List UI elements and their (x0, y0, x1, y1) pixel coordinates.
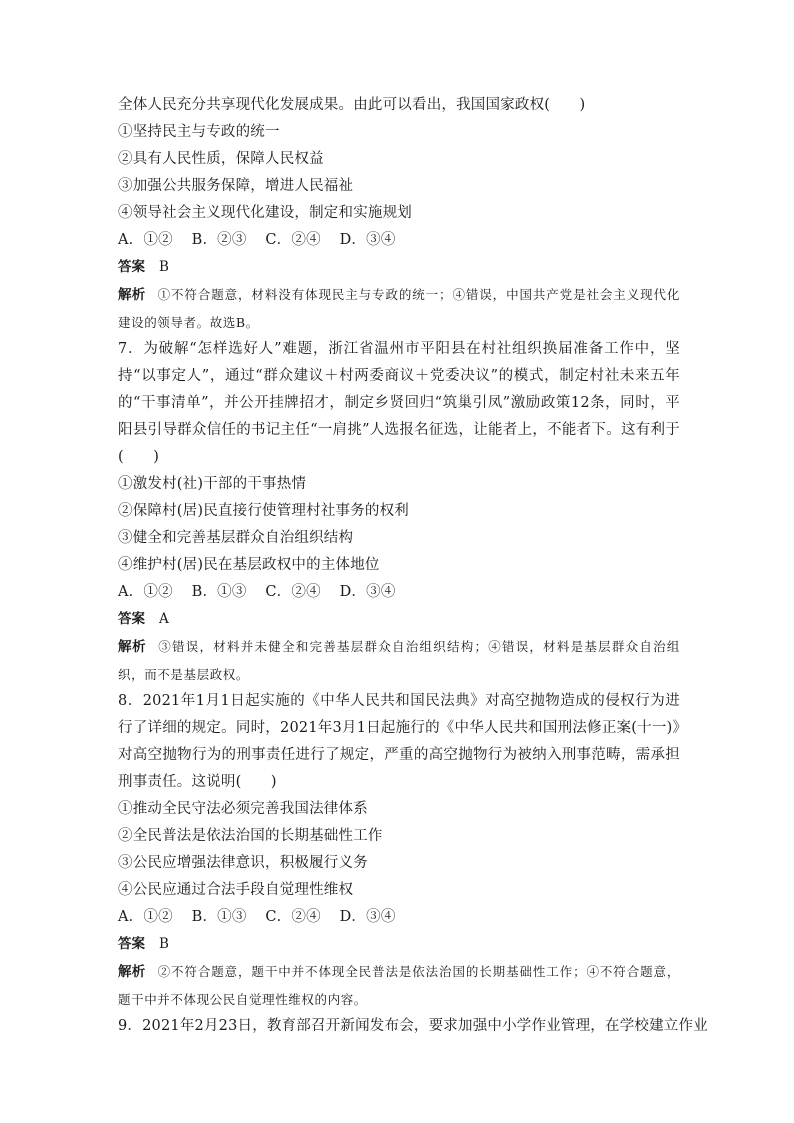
q7-answer (118, 606, 680, 633)
q7-option-3: ③健全和完善基层群众自治组织结构 (118, 530, 354, 546)
q8-analysis-text: ②不符合题意，题干中并不体现全民普法是依法治国的长期基础性工作；④不符合题意，题干中并不体现公民自觉理性维权的内容。 (118, 964, 680, 1007)
q7-choice-c: C．②④ (265, 584, 321, 600)
q8-option-4: ④公民应通过合法手段自觉理性维权 (118, 882, 354, 898)
q6-analysis-text: ①不符合题意，材料没有体现民主与专政的统一；④错误，中国共产党是社会主义现代化建设的领导者。故选B。 (118, 287, 680, 330)
q7-choices (118, 579, 680, 606)
q7-analysis (118, 633, 680, 688)
answer-label: 答案 (118, 936, 145, 952)
q8-answer-value: B (159, 936, 169, 952)
q6-choices (118, 227, 680, 254)
q8-choice-c: C．②④ (265, 909, 321, 925)
q8-answer (118, 931, 680, 958)
q6-answer-value: B (159, 259, 169, 275)
answer-label: 答案 (118, 259, 145, 275)
q8-analysis (118, 958, 680, 1013)
q7-choice-a: A．①② (118, 584, 173, 600)
answer-label: 答案 (118, 611, 145, 627)
q9-stem-head: 9．2021年2月23日，教育部召开新闻发布会，要求加强中小学作业管理，在学校建立作业 (118, 1018, 708, 1034)
analysis-label: 解析 (118, 964, 146, 980)
q6-choice-a: A．①② (118, 232, 173, 248)
q6-option-4: ④领导社会主义现代化建设，制定和实施规划 (118, 205, 412, 221)
q8-choice-b: B．①③ (191, 909, 247, 925)
q7-option-4: ④维护村(居)民在基层政权中的主体地位 (118, 557, 380, 573)
q7-option-2: ②保障村(居)民直接行使管理村社事务的权利 (118, 503, 410, 519)
q6-option-2: ②具有人民性质，保障人民权益 (118, 151, 324, 167)
q7-stem: 7．为破解“怎样选好人”难题，浙江省温州市平阳县在村社组织换届准备工作中，坚持“以事定人”，通过“群众建议＋村两委商议＋党委决议”的模式，制定村社未来五年的“干事清单”，并公开挂牌招才，制定乡贤回归“筑巢引凤”激励政策12条，同时，平阳县引导群众信任的书记主任“一肩挑”人选报名征选，让能者上，不能者下。这有利于( ) (118, 341, 680, 465)
q7-analysis-text: ③错误，材料并未健全和完善基层群众自治组织结构；④错误，材料是基层群众自治组织，而不是基层政权。 (118, 639, 680, 682)
q7-option-1: ①激发村(社)干部的干事热情 (118, 476, 307, 492)
q6-choice-d: D．③④ (339, 232, 396, 248)
q8-choices (118, 904, 680, 931)
q7-answer-value: A (159, 611, 169, 627)
document-page (118, 92, 708, 1040)
q8-option-1: ①推动全民守法必须完善我国法律体系 (118, 801, 368, 817)
q8-choice-d: D．③④ (339, 909, 396, 925)
q6-option-1: ①坚持民主与专政的统一 (118, 124, 280, 140)
q6-stem-tail: 全体人民充分共享现代化发展成果。由此可以看出，我国国家政权( ) (118, 97, 586, 113)
q6-analysis (118, 281, 680, 336)
q8-option-2: ②全民普法是依法治国的长期基础性工作 (118, 828, 383, 844)
q8-stem: 8．2021年1月1日起实施的《中华人民共和国民法典》对高空抛物造成的侵权行为进行了详细的规定。同时，2021年3月1日起施行的《中华人民共和国刑法修正案(十一)》对高空抛物行为的刑事责任进行了规定，严重的高空抛物行为被纳入刑事范畴，需承担刑事责任。这说明( ) (118, 693, 680, 790)
q6-option-3: ③加强公共服务保障，增进人民福祉 (118, 178, 354, 194)
q7-choice-d: D．③④ (339, 584, 396, 600)
analysis-label: 解析 (118, 639, 147, 655)
q6-choice-c: C．②④ (265, 232, 321, 248)
analysis-label: 解析 (118, 287, 146, 303)
q7-choice-b: B．①③ (191, 584, 247, 600)
q8-choice-a: A．①② (118, 909, 173, 925)
q6-choice-b: B．②③ (191, 232, 247, 248)
q8-option-3: ③公民应增强法律意识，积极履行义务 (118, 855, 368, 871)
q6-answer (118, 254, 680, 281)
